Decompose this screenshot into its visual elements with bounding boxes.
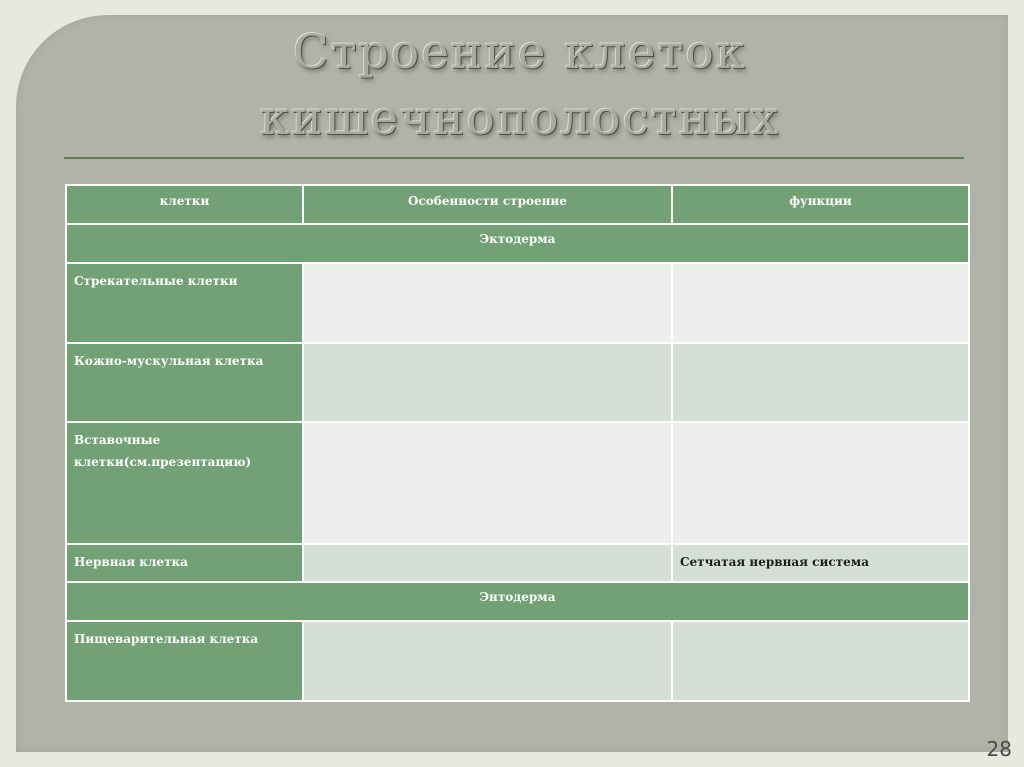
table-row (66, 621, 969, 701)
cell-structure-table (65, 184, 970, 702)
slide-title (190, 20, 850, 152)
row-function-cell[interactable]: Сетчатая нервная система (672, 544, 969, 582)
row-label: Нервная клетка (66, 544, 303, 582)
section-ectoderm: Эктодерма (66, 224, 969, 263)
row-structure-cell[interactable] (303, 544, 672, 582)
row-structure-cell[interactable] (303, 263, 672, 343)
row-label: Кожно-мускульная клетка (66, 343, 303, 422)
section-row-endoderm (66, 582, 969, 621)
table-row (66, 263, 969, 343)
title-divider (64, 157, 964, 159)
row-function-cell[interactable] (672, 263, 969, 343)
slide-title-line-2: кишечнополостных (259, 91, 781, 146)
slide-title-line-1: Строение клеток (292, 25, 748, 80)
header-structure: Особенности строение (303, 185, 672, 224)
row-structure-cell[interactable] (303, 343, 672, 422)
row-label: Пищеварительная клетка (66, 621, 303, 701)
table-header-row (66, 185, 969, 224)
section-row-ectoderm (66, 224, 969, 263)
table-row (66, 422, 969, 544)
table-row (66, 343, 969, 422)
row-function-cell[interactable] (672, 343, 969, 422)
row-structure-cell[interactable] (303, 422, 672, 544)
row-function-cell[interactable] (672, 621, 969, 701)
row-structure-cell[interactable] (303, 621, 672, 701)
table-row (66, 544, 969, 582)
page-number: 28 (986, 737, 1012, 761)
row-label: Вставочные клетки(см.презентацию) (66, 422, 303, 544)
header-cells: клетки (66, 185, 303, 224)
row-label: Стрекательные клетки (66, 263, 303, 343)
row-function-cell[interactable] (672, 422, 969, 544)
header-functions: функции (672, 185, 969, 224)
section-endoderm: Энтодерма (66, 582, 969, 621)
